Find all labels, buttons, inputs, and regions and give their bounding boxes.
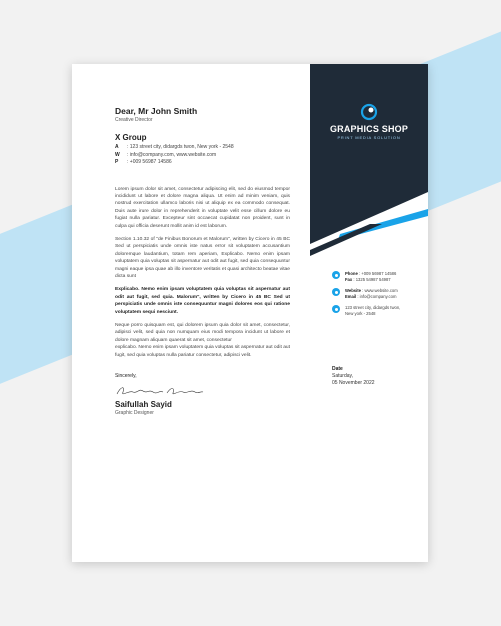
address-line: A : 123 street city, didargds twon, New york - 2548 <box>115 144 234 150</box>
signer-name: Saifullah Sayid <box>115 400 172 410</box>
contact-web-row: Website : www.website.com Email : info@company.com <box>332 288 428 299</box>
phone-line: P : +009 56987 14586 <box>115 159 172 165</box>
letter-body <box>115 186 290 360</box>
handwritten-signature <box>115 384 290 398</box>
body-paragraph-1: Lorem ipsum dolor sit amet, consectetur adipiscing elit, sed do eiusmod tempor incididunt ut labore et dolore magna aliqua. Ut enim ad minim veniam, quis nostrud exercitation ullamco laboris nisi ut aliquip ex ea commodo consequat. Duis aute irure dolor in reprehenderit in voluptate velit esse cillum dolore eu fugiat nulla pariatur. Excepteur sint occaecat cupidatat non proident, sunt in culpa qui officia deserunt mollit anim id est laborum. <box>115 186 290 229</box>
letterhead-page <box>72 64 428 562</box>
brand-tagline: PRINT MEDIA SOLUTION <box>337 135 401 140</box>
brand-name: GRAPHICS SHOP <box>329 124 409 134</box>
contact-address-row: 123 street city, didargds twon, New york - 2548 <box>332 305 428 316</box>
logo-mark-icon <box>359 102 379 122</box>
send-icon <box>332 288 340 296</box>
letterhead-sidebar <box>310 64 428 562</box>
body-paragraph-5: explicabo. Nemo enim ipsam voluptatem quia voluptas sit aspernatur aut odit aut fugit, sed quia voluptas nulla pariatur consectetur, adipisci velit. <box>115 345 290 358</box>
body-paragraph-2: Section 1.10.32 of "de Finibus Bonorum et Malorum", written by Cicero in 45 BC Sed ut perspiciatis unde omnis iste natus error sit voluptatem accusantium doloremque laudantium, totam rem aperiam, Explicabo. Nemo enim ipsam voluptatem quia voluptas sit aspernatur aut odit aut fugit, sed quia consequuntur magni eaque ipsa quae ab illo inventore veritatis et quasi architecto beatae vitae dicta sunt <box>115 236 290 279</box>
recipient-contact-block <box>115 144 290 167</box>
body-paragraph-3: Explicabo. Nemo enim ipsam voluptatem quia voluptas sit aspernatur aut odit aut fugit, sed quia. Malorum", written by Cicero in 45 BC Sed ut perspiciatis unde omnis iste consequuntur magni dolores eos qui ratione voluptatem sequi nesciunt. <box>115 287 290 315</box>
location-icon <box>332 305 340 313</box>
brand-logo <box>310 102 428 140</box>
contact-phone-row: Phone : +009 56987 14586 Fax : 1325 54987 54987 <box>332 271 428 282</box>
recipient-greeting: Dear, Mr John Smith <box>115 106 198 116</box>
signature-scribble-icon <box>115 384 205 398</box>
date-day: Saturday, <box>332 373 354 379</box>
recipient-company: X Group <box>115 133 147 142</box>
recipient-role: Creative Director <box>115 117 153 123</box>
phone-icon <box>332 271 340 279</box>
sidebar-contact-list <box>332 271 428 323</box>
date-label: Date <box>332 366 343 372</box>
web-line: W : info@company.com, www.website.com <box>115 151 217 158</box>
body-paragraph-4: Neque porro quisquam est, qui dolorem ipsum quia dolor sit amet, consectetur, adipisci velit, sed quia non numquam eius modi tempora incidunt ut labore et dolore magnam aliquam quaerat sit amet, consectetur <box>115 323 290 343</box>
letter-main-column <box>115 106 290 416</box>
closing-sincerely: Sincerely, <box>115 373 137 380</box>
date-value: 05 November 2022 <box>332 380 375 386</box>
letter-date <box>332 366 375 387</box>
signer-title: Graphic Designer <box>115 410 154 417</box>
